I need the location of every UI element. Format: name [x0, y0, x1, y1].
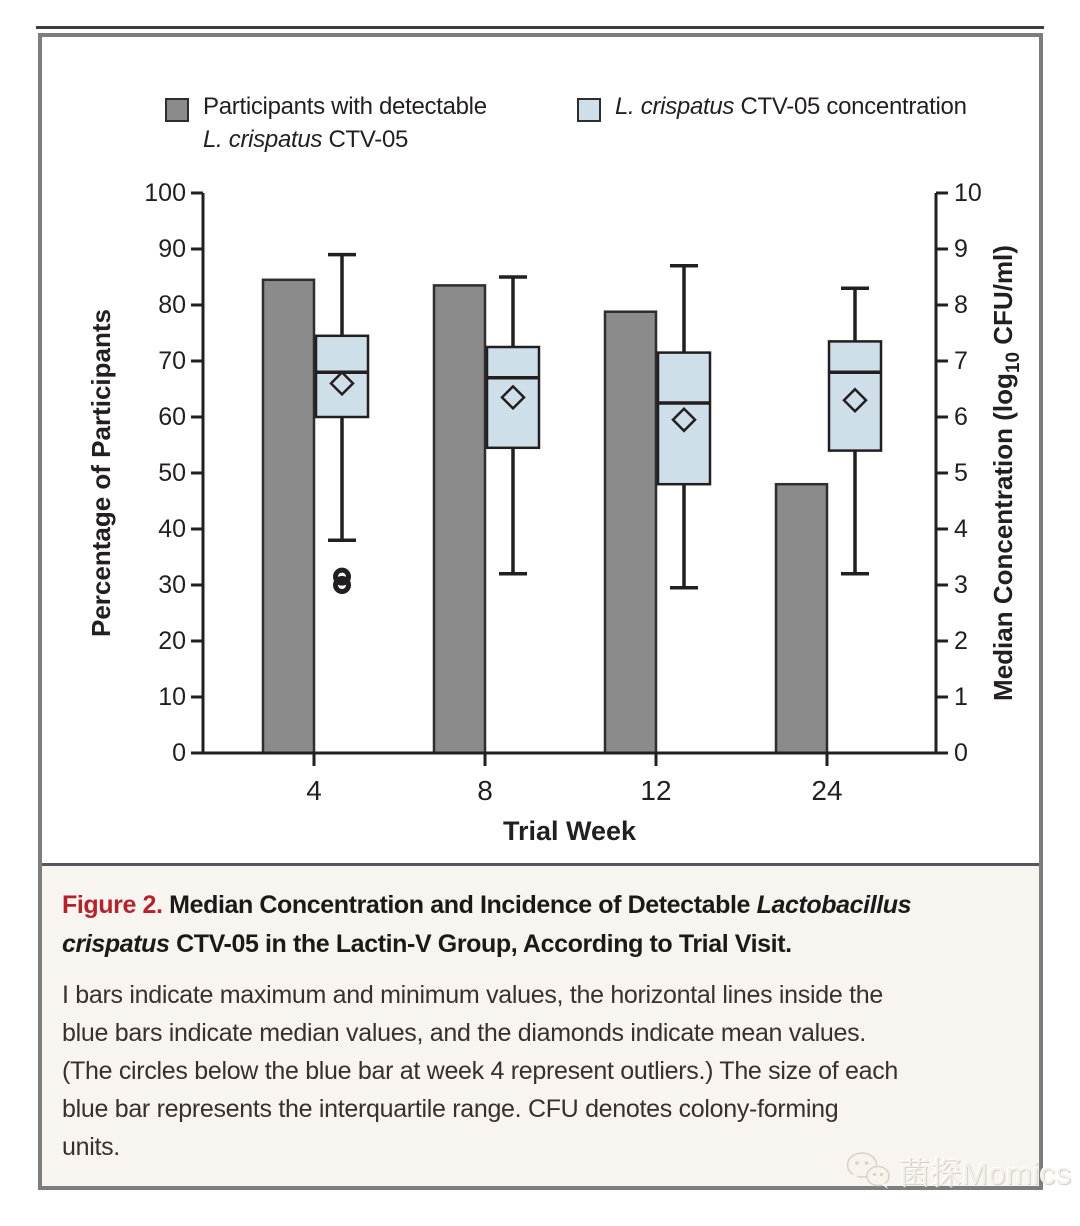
legend-label-participants — [203, 90, 487, 156]
right-axis-tick-label: 10 — [954, 179, 982, 207]
right-axis-tick-label: 6 — [954, 403, 968, 431]
right-axis-tick-label: 0 — [954, 739, 968, 767]
legend-label-line1: L. crispatus CTV-05 concentration — [615, 93, 967, 120]
right-axis-title: Median Concentration ($\log_{10}$ CFU/ml) — [988, 245, 1024, 701]
left-axis-tick-label: 50 — [158, 459, 186, 487]
left-axis-tick-label: 40 — [158, 515, 186, 543]
bar-week-4 — [263, 280, 314, 753]
left-axis-tick-label: 60 — [158, 403, 186, 431]
x-axis-title: Trial Week — [502, 816, 637, 846]
iqr-box-week-4 — [316, 336, 368, 417]
figure-caption — [42, 863, 1039, 1186]
right-axis-tick-label: 8 — [954, 291, 968, 319]
legend-label-line1: Participants with detectable — [203, 93, 487, 120]
chart-legend — [0, 0, 1080, 160]
bar-week-12 — [605, 312, 656, 753]
left-axis-tick-label: 0 — [172, 739, 186, 767]
x-axis-tick-label: 4 — [306, 775, 322, 806]
left-axis-tick-label: 70 — [158, 347, 186, 375]
right-axis-tick-label: 3 — [954, 571, 968, 599]
right-axis-tick-label: 4 — [954, 515, 968, 543]
right-axis-tick-label: 2 — [954, 627, 968, 655]
watermark-text: 菌探Momics — [899, 1156, 1072, 1191]
legend-label-concentration — [615, 90, 967, 123]
left-axis-title: Percentage of Participants — [86, 309, 116, 637]
right-axis-tick-label: 1 — [954, 683, 968, 711]
wechat-icon — [845, 1150, 891, 1192]
iqr-box-week-12 — [658, 353, 710, 485]
left-axis-tick-label: 80 — [158, 291, 186, 319]
watermark — [845, 1148, 1072, 1193]
left-axis-tick-label: 30 — [158, 571, 186, 599]
iqr-box-week-24 — [829, 341, 881, 450]
x-axis-tick-label: 24 — [811, 775, 843, 806]
left-axis-tick-label: 10 — [158, 683, 186, 711]
legend-item-concentration — [577, 90, 967, 123]
caption-body: I bars indicate maximum and minimum values, the horizontal lines inside the blue bars indicate median values, and the diamonds indicate mean values. (The circles below the blue bar at week 4 represent outliers.) The size of each blue bar represents the interquartile range. CFU denotes colony-forming units. — [62, 981, 898, 1161]
legend-item-participants — [165, 90, 487, 156]
right-axis-tick-label: 5 — [954, 459, 968, 487]
right-axis-tick-label: 9 — [954, 235, 968, 263]
legend-label-line2: L. crispatus CTV-05 — [203, 126, 409, 153]
left-axis-tick-label: 90 — [158, 235, 186, 263]
bar-week-8 — [434, 285, 485, 753]
blue-box-swatch — [577, 98, 601, 122]
gray-bar-swatch — [165, 98, 189, 122]
bar-week-24 — [776, 484, 827, 753]
left-axis-tick-label: 100 — [144, 179, 186, 207]
left-axis-tick-label: 20 — [158, 627, 186, 655]
right-axis-tick-label: 7 — [954, 347, 968, 375]
iqr-box-week-8 — [487, 347, 539, 448]
x-axis-tick-label: 12 — [640, 775, 672, 806]
x-axis-tick-label: 8 — [477, 775, 493, 806]
caption-title: Figure 2. Median Concentration and Incidence of Detectable Lactobacillus crispatus CTV-05 in the Lactin-V Group, According to Trial Visit. — [62, 891, 912, 958]
